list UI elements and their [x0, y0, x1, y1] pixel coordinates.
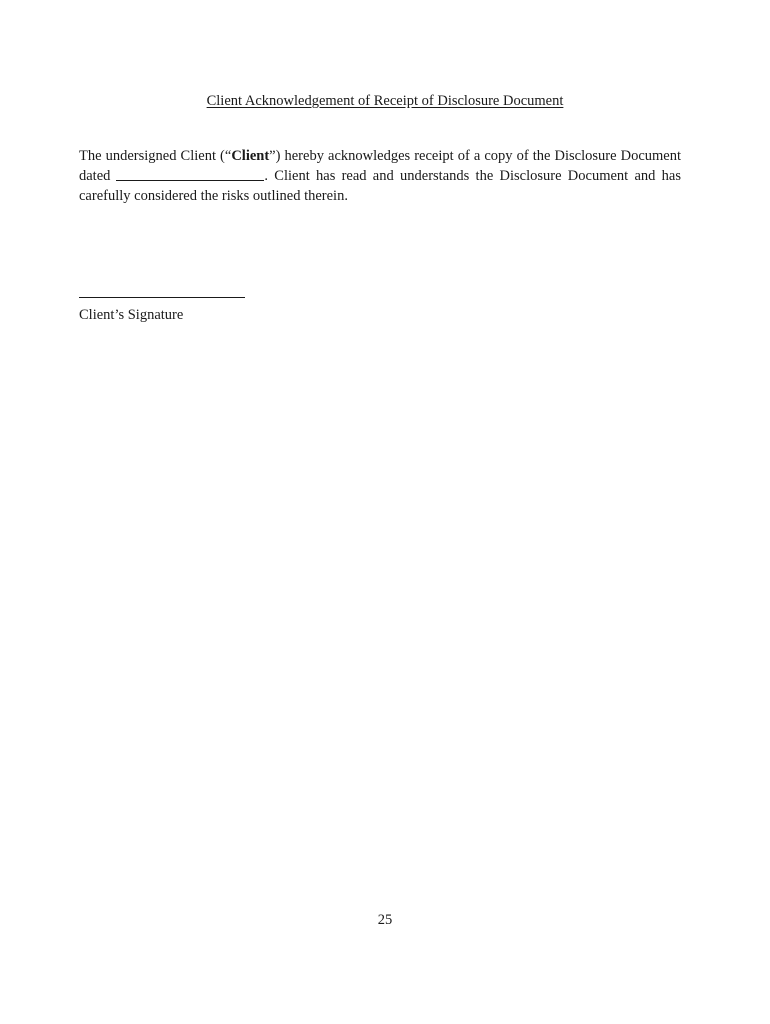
paragraph-text-part3: . Client has read and understands the Disclosure Document and has carefully considered the risks outlined therein. — [79, 168, 681, 204]
acknowledgement-paragraph — [79, 146, 681, 206]
paragraph-text-part2: ”) hereby acknowledges receipt of a copy of the Disclosure Document dated — [79, 148, 681, 184]
defined-term-client: Client — [231, 148, 270, 164]
document-title: Client Acknowledgement of Receipt of Disclosure Document — [206, 93, 564, 109]
date-blank-line — [116, 168, 264, 181]
signature-label: Client’s Signature — [79, 307, 184, 323]
signature-line — [79, 297, 245, 298]
paragraph-text-part1: The undersigned Client (“ — [79, 148, 232, 164]
page-number: 25 — [377, 912, 393, 928]
